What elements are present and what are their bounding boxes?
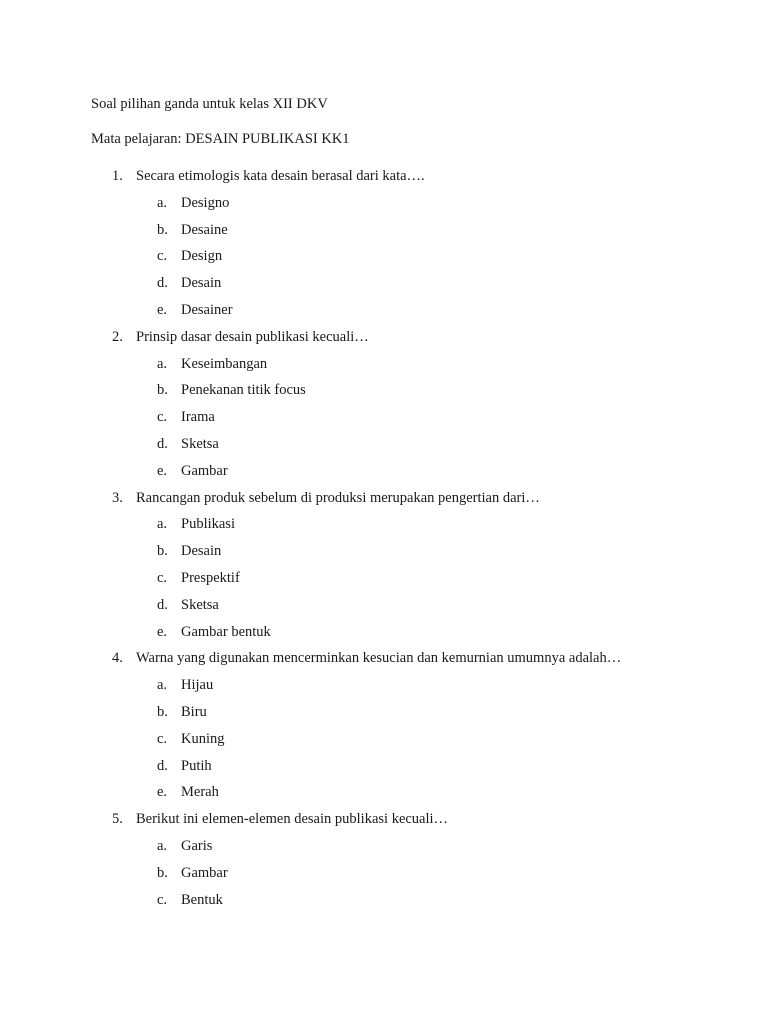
option-text: Design: [181, 248, 223, 265]
question-number: 3.: [112, 489, 123, 506]
option-letter: e.: [157, 784, 168, 801]
option-letter: d.: [157, 436, 168, 452]
option-letter: b.: [157, 382, 168, 399]
option-letter: b.: [157, 864, 168, 881]
option-text: Irama: [181, 409, 215, 426]
option-letter: e.: [157, 302, 168, 318]
option-letter: b.: [157, 543, 168, 560]
option-letter: a.: [157, 355, 168, 372]
option-letter: a.: [157, 516, 168, 533]
option-text: Publikasi: [181, 516, 235, 533]
question-number: 4.: [112, 650, 123, 667]
option-letter: a.: [157, 838, 168, 854]
option-letter: c.: [157, 409, 168, 426]
document-title: Soal pilihan ganda untuk kelas XII DKV: [91, 96, 328, 112]
option-letter: a.: [157, 677, 168, 694]
question-number: 5.: [112, 811, 123, 828]
option-text: Keseimbangan: [181, 355, 268, 372]
option-letter: c.: [157, 891, 168, 908]
option-letter: b.: [157, 704, 168, 720]
subject-line: Mata pelajaran: DESAIN PUBLIKASI KK1: [91, 131, 350, 147]
option-letter: e.: [157, 462, 168, 479]
option-text: Garis: [181, 838, 213, 854]
question-text: Secara etimologis kata desain berasal dari kata….: [136, 168, 425, 184]
option-text: Penekanan titik focus: [181, 382, 306, 399]
question-number: 2.: [112, 328, 123, 345]
question-text: Rancangan produk sebelum di produksi merupakan pengertian dari…: [136, 489, 540, 506]
question-text: Warna yang digunakan mencerminkan kesucian dan kemurnian umumnya adalah…: [136, 650, 622, 667]
option-text: Kuning: [181, 730, 225, 747]
option-letter: d.: [157, 275, 168, 292]
option-text: Bentuk: [181, 891, 223, 908]
option-text: Merah: [181, 784, 219, 801]
option-letter: d.: [157, 596, 168, 613]
option-text: Designo: [181, 194, 230, 211]
option-text: Desaine: [181, 221, 228, 238]
question-number: 1.: [112, 168, 123, 184]
option-letter: b.: [157, 221, 168, 238]
option-text: Biru: [181, 704, 207, 720]
option-text: Prespektif: [181, 570, 240, 586]
option-letter: c.: [157, 248, 168, 265]
option-text: Desainer: [181, 302, 233, 318]
option-text: Hijau: [181, 677, 214, 694]
option-text: Sketsa: [181, 596, 219, 613]
option-text: Sketsa: [181, 436, 219, 452]
question-text: Prinsip dasar desain publikasi kecuali…: [136, 328, 369, 345]
option-letter: c.: [157, 730, 168, 747]
option-text: Gambar: [181, 462, 228, 479]
option-letter: a.: [157, 194, 168, 211]
option-letter: e.: [157, 623, 168, 640]
option-letter: c.: [157, 570, 168, 586]
option-letter: d.: [157, 757, 168, 774]
option-text: Gambar: [181, 864, 228, 881]
option-text: Desain: [181, 543, 222, 560]
question-text: Berikut ini elemen-elemen desain publikasi kecuali…: [136, 811, 449, 828]
option-text: Desain: [181, 275, 222, 292]
option-text: Gambar bentuk: [181, 623, 271, 640]
option-text: Putih: [181, 757, 212, 774]
